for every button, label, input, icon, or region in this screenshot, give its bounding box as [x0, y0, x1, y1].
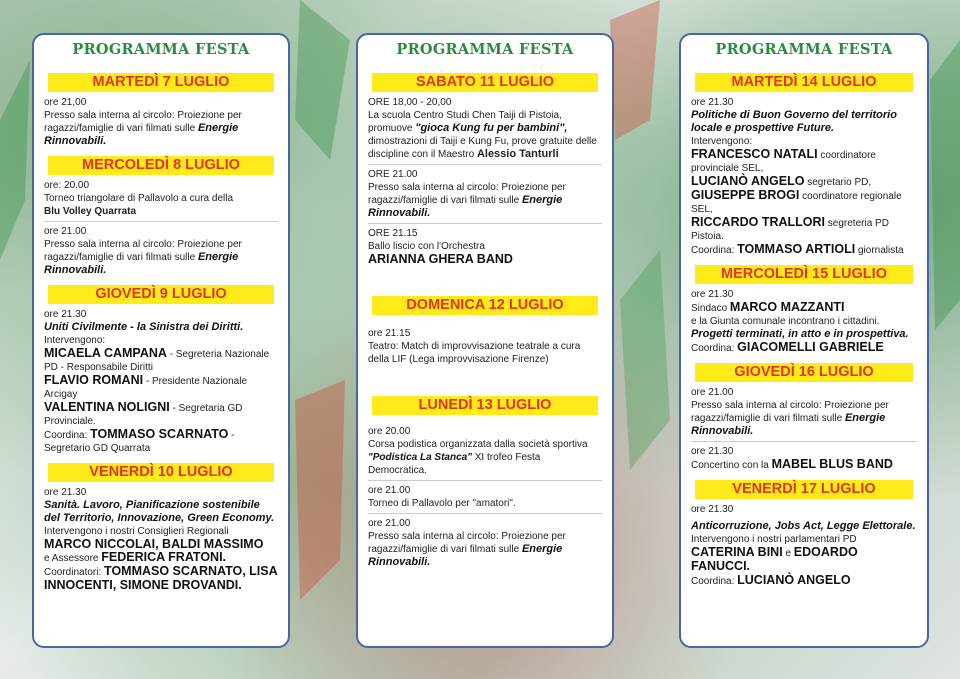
event-time: ore 21.15 — [368, 328, 411, 339]
event-text: Ballo liscio con l'Orchestra — [368, 241, 485, 252]
column-title: PROGRAMMA FESTA — [396, 41, 574, 58]
event-time: ore 21.30 — [44, 309, 87, 320]
speaker-name: CATERINA BINI — [691, 545, 783, 559]
mayor-name: MARCO MAZZANTI — [729, 300, 845, 314]
event-highlight: Energie Rinnovabili. — [368, 194, 563, 219]
event-time: ore 21.30 — [691, 97, 734, 108]
program-column-3 — [679, 33, 929, 648]
assessor-label: e Assessore — [44, 553, 102, 564]
event-highlight: "Podistica La Stanca" — [368, 452, 472, 463]
speaker-name: FRANCESCO NATALI — [691, 147, 818, 161]
event-highlight: Energie Rinnovabili. — [44, 251, 239, 276]
speaker-role: - Segretaria GD Provinciale. — [44, 403, 243, 427]
event-time: ore 21.00 — [368, 518, 411, 529]
event-text: La scuola Centro Studi Chen Taiji di Pistoia, promuove — [368, 110, 562, 134]
day-header-mercoledi-8: MERCOLEDÌ 8 LUGLIO — [48, 156, 274, 175]
event-time: ore 21.30 — [691, 446, 734, 457]
event-text: Concertino con la — [691, 460, 772, 471]
event-topic: Uniti Civilmente - la Sinistra dei Diritti. — [44, 321, 244, 333]
band-name: MABEL BLUS BAND — [771, 457, 893, 471]
program-column-1 — [32, 33, 290, 648]
event-time: ORE 21.15 — [368, 228, 418, 239]
event-text: Presso sala interna al circolo: Proiezione per ragazzi/famiglie di vari filmati sulle — [44, 239, 242, 263]
coordinator-label: Coordina: — [691, 245, 738, 256]
coordinator-name: GIACOMELLI GABRIELE — [737, 340, 884, 354]
column-title: PROGRAMMA FESTA — [72, 41, 250, 58]
coordinator-label: Coordina: — [691, 576, 738, 587]
coordinator-names: TOMMASO SCARNATO, LISA INNOCENTI, SIMONE DROVANDI. — [44, 564, 278, 592]
speaker-name: FEDERICA FRATONI. — [101, 550, 227, 564]
event-time: ore 21.30 — [691, 289, 734, 300]
speaker-name: VALENTINA NOLIGNI — [44, 400, 170, 414]
event-team: Blu Volley Quarrata — [44, 206, 137, 217]
day-header-venerdi-10: VENERDÌ 10 LUGLIO — [48, 463, 274, 482]
coordinator-role: giornalista — [855, 245, 904, 256]
event-topic: Anticorruzione, Jobs Act, Legge Elettorale. — [691, 520, 916, 532]
event-text: Presso sala interna al circolo: Proiezione per ragazzi/famiglie di vari filmati sulle — [44, 110, 242, 134]
day-header-venerdi-17: VENERDÌ 17 LUGLIO — [695, 480, 913, 499]
column-title: PROGRAMMA FESTA — [715, 41, 893, 58]
speaker-role: - Presidente Nazionale Arcigay — [44, 376, 248, 400]
speaker-role: - Segreteria Nazionale PD - Responsabile Diritti — [44, 349, 270, 373]
coordinator-label: Coordinatori: — [44, 567, 105, 578]
day-header-martedi-14: MARTEDÌ 14 LUGLIO — [695, 73, 913, 92]
speaker-name: LUCIANÒ ANGELO — [691, 174, 805, 188]
program-column-2 — [356, 33, 614, 648]
event-time: ore 21,00 — [44, 97, 87, 108]
day-header-martedi-7: MARTEDÌ 7 LUGLIO — [48, 73, 274, 92]
event-time: ore 21.30 — [44, 487, 87, 498]
conjunction: e — [782, 548, 794, 559]
event-highlight: Energie Rinnovabili. — [368, 543, 563, 568]
speaker-name: RICCARDO TRALLORI — [691, 215, 826, 229]
event-text: Presso sala interna al circolo: Proiezione per ragazzi/famiglie di vari filmati sulle — [691, 400, 889, 424]
band-name: ARIANNA GHERA BAND — [368, 252, 513, 266]
speaker-name: GIUSEPPE BROGI — [691, 188, 800, 202]
day-header-giovedi-16: GIOVEDÌ 16 LUGLIO — [695, 363, 913, 382]
event-text: Presso sala interna al circolo: Proiezione per ragazzi/famiglie di vari filmati sulle — [368, 531, 566, 555]
coordinator-name: TOMMASO ARTIOLI — [737, 242, 856, 256]
speaker-role: segreteria PD Pistoia. — [691, 218, 889, 242]
coordinator-role: - Segretario GD Quarrata — [44, 430, 235, 454]
day-header-sabato-11: SABATO 11 LUGLIO — [372, 73, 598, 92]
coordinator-label: Coordina: — [691, 343, 738, 354]
day-header-mercoledi-15: MERCOLEDÌ 15 LUGLIO — [695, 265, 913, 284]
event-text: Presso sala interna al circolo: Proiezione per ragazzi/famiglie di vari filmati sulle — [368, 182, 566, 206]
event-text: e la Giunta comunale incontrano i cittadini. — [691, 316, 880, 327]
event-text: XI trofeo Festa Democratica. — [368, 452, 541, 476]
event-time: ore 21.00 — [44, 226, 87, 237]
speaker-role: coordinatore provinciale SEL, — [691, 150, 876, 174]
speakers-label: Intervengono i nostri Consiglieri Regionali — [44, 526, 229, 537]
day-header-lunedi-13: LUNEDÌ 13 LUGLIO — [372, 396, 598, 415]
event-time: ore: 20.00 — [44, 180, 90, 191]
speakers-label: Intervengono i nostri parlamentari PD — [691, 534, 857, 545]
speakers-label: Intervengono: — [44, 335, 106, 346]
speaker-names: MARCO NICCOLAI, BALDI MASSIMO — [44, 537, 264, 551]
day-header-domenica-12: DOMENICA 12 LUGLIO — [372, 296, 598, 315]
event-highlight: Energie Rinnovabili. — [44, 122, 239, 147]
event-time: ORE 18,00 - 20,00 — [368, 97, 452, 108]
speaker-name: FLAVIO ROMANI — [44, 373, 144, 387]
event-time: ore 21.30 — [691, 504, 734, 515]
day-header-giovedi-9: GIOVEDÌ 9 LUGLIO — [48, 285, 274, 304]
event-highlight: "gioca Kung fu per bambini", — [415, 122, 568, 134]
speakers-label: Intervengono: — [691, 136, 753, 147]
coordinator-name: TOMMASO SCARNATO — [90, 427, 229, 441]
event-time: ore 20.00 — [368, 426, 411, 437]
speaker-role: segretario PD, — [804, 177, 872, 188]
speaker-role: coordinatore regionale SEL, — [691, 191, 902, 215]
speaker-name: MICAELA CAMPANA — [44, 346, 167, 360]
event-text: Corsa podistica organizzata dalla società sportiva — [368, 439, 588, 450]
event-topic: Sanità. Lavoro, Pianificazione sostenibile del Territorio, Innovazione, Green Economy. — [44, 499, 275, 524]
event-text: dimostrazioni di Taiji e Kung Fu, prove gratuite delle discipline con il Maestro — [368, 136, 597, 160]
coordinator-label: Coordina: — [44, 430, 91, 441]
event-time: ore 21.00 — [691, 387, 734, 398]
event-time: ore 21.00 — [368, 485, 411, 496]
coordinator-name: LUCIANÒ ANGELO — [737, 573, 851, 587]
event-highlight: Energie Rinnovabili. — [691, 412, 886, 437]
speaker-name: EDOARDO FANUCCI. — [691, 545, 858, 573]
event-text: Teatro: Match di improvvisazione teatrale a cura della LIF (Lega improvvisazione Firenze) — [368, 341, 581, 365]
event-topic: Progetti terminati, in atto e in prospettiva. — [691, 328, 909, 340]
event-text: Torneo triangolare di Pallavolo a cura della — [44, 193, 234, 204]
event-text: Torneo di Pallavolo per "amatori". — [368, 498, 516, 509]
event-topic: Politiche di Buon Governo del territorio locale e prospettive Future. — [691, 109, 897, 134]
mayor-label: Sindaco — [691, 303, 730, 314]
master-name: Alessio Tanturli — [476, 148, 559, 160]
event-time: ORE 21.00 — [368, 169, 418, 180]
